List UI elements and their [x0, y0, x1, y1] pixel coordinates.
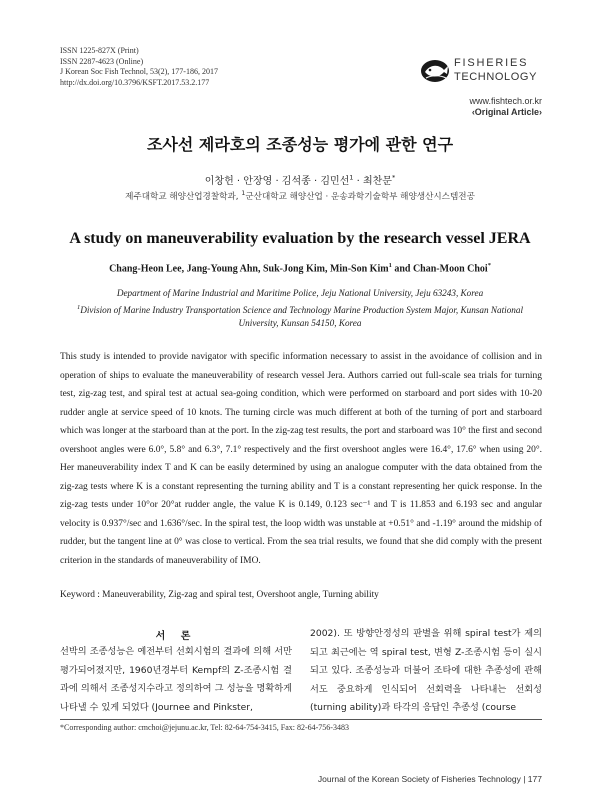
korean-authors-tail: · 최찬문: [353, 176, 392, 187]
english-affiliations: [62, 287, 538, 331]
english-authors-tail-sup: *: [487, 262, 491, 269]
korean-authors-main: 이창헌 · 안장영 · 김석종 · 김민선: [204, 176, 350, 187]
issn-online: ISSN 2287-4623 (Online): [60, 56, 144, 66]
fish-logo-icon: [420, 58, 450, 84]
english-affiliation-2: Division of Marine Industry Transportation Science and Technology Marine Production System Major, Kunsan National University, Kunsan 54150, Korea: [80, 304, 524, 329]
logo-line2: TECHNOLOGY: [454, 71, 538, 83]
english-title: A study on maneuverability evaluation by the research vessel JERA: [69, 230, 531, 247]
corresponding-author-footnote: *Corresponding author: cmchoi@jejunu.ac.kr, Tel: 82-64-754-3415, Fax: 82-64-756-3483: [60, 723, 349, 732]
website-link[interactable]: www.fishtech.or.kr: [469, 96, 542, 106]
korean-affiliation: [0, 189, 600, 202]
citation: J Korean Soc Fish Technol, 53(2), 177-186, 2017: [60, 67, 218, 77]
korean-title: 조사선 제라호의 조종성능 평가에 관한 연구: [146, 135, 454, 154]
logo-line1: FISHERIES: [454, 57, 529, 69]
english-authors-main: Chang-Heon Lee, Jang-Young Ahn, Suk-Jong Kim, Min-Son Kim: [109, 263, 389, 275]
section-heading-introduction: 서 론: [155, 631, 197, 642]
english-authors-sup: 1: [388, 262, 392, 269]
english-affiliation-1: Department of Marine Industrial and Maritime Police, Jeju National University, Jeju 63243, Korea: [116, 288, 484, 298]
korean-authors-sup: 1: [349, 173, 354, 182]
body-column-right: 2002). 또 방향안정성의 판별을 위해 spiral test가 제의되고 최근에는 역 spiral test, 변형 Z-조종시험 등이 실시되고 있다. 조종성능과 더불어 조타에 대한 추종성에 관해서도 중요하게 인식되어 선회력을 나타내는 선회성(turning ability)과 타각의 응답인 추종성 (course: [310, 628, 542, 714]
english-affiliation-2-sup: 1: [76, 303, 81, 311]
footnote-divider: [60, 719, 542, 720]
korean-affiliation-main: 제주대학교 해양산업경찰학과,: [125, 191, 242, 202]
journal-meta: [60, 46, 218, 88]
korean-affiliation-tail: 군산대학교 해양산업 · 운송과학기술학부 해양생산시스템전공: [245, 191, 475, 202]
english-authors-tail: and Chan-Moon Choi: [391, 263, 488, 275]
body-column-left: 선박의 조종성능은 예전부터 선회시험의 결과에 의해 서만 평가되어졌지만, 1960년경부터 Kempf의 Z-조종시험 결과에 의해서 조종성지수라고 정의하여 그 성능을 명확하게 나타낼 수 있게 되었다 (Journee and Pinkster,: [60, 646, 292, 713]
journal-logo: [420, 54, 542, 90]
article-type: ‹Original Article›: [471, 107, 542, 117]
korean-authors: [0, 172, 600, 187]
keywords: Keyword : Maneuverability, Zig-zag and spiral test, Overshoot angle, Turning ability: [60, 590, 379, 600]
korean-authors-tail-sup: *: [391, 173, 396, 182]
page-footer: Journal of the Korean Society of Fisheries Technology | 177: [317, 774, 542, 784]
english-authors: [0, 262, 600, 274]
doi: http://dx.doi.org/10.3796/KSFT.2017.53.2.177: [60, 77, 210, 87]
english-affiliation-2-wrap: [62, 301, 538, 331]
korean-affiliation-sup: 1: [241, 189, 246, 197]
issn-print: ISSN 1225-827X (Print): [60, 46, 139, 55]
abstract: This study is intended to provide navigator with specific information necessary to assist in the avoidance of collision and in operation of ships to evaluate the maneuverability of research vessel Jera. Authors carried out full-scale sea trials for turning test, zig-zag test, and spiral test at actual sea-going condition, which were performed on starboard and port sides with 10-20 rudder angle at service speed of 10 knots. The turning circle was much different at both of the turning of port and starboard which was longer at the starboard than at the port. In the zig-zag test results, the port and starboard was 10° the first and second overshoot angles were 6.0°, 5.8° and 6.3°, 7.1° respectively and the first overshoot angles were 16.4°, 17.6° when using 20°. Her maneuverability index T and K can be easily determined by using an analogue computer with the data obtained from the zig-zag tests where K is a constant representing the turning ability and T is a constant representing her quick response. In the zig-zag tests under 10°or 20°at rudder angle, the value K is 0.149, 0.123 sec⁻¹ and T is 11.853 and 6.193 sec and angular velocity is 0.937°/sec and 1.636°/sec. In the spiral test, the loop width was unstable at +0.51° and -1.19° around the midship of rudder, but the tangent line at 0° was close to vertical. From the sea trial results, we found that she did comply with the present criterion in the standards of maneuverability of IMO.: [60, 352, 542, 567]
